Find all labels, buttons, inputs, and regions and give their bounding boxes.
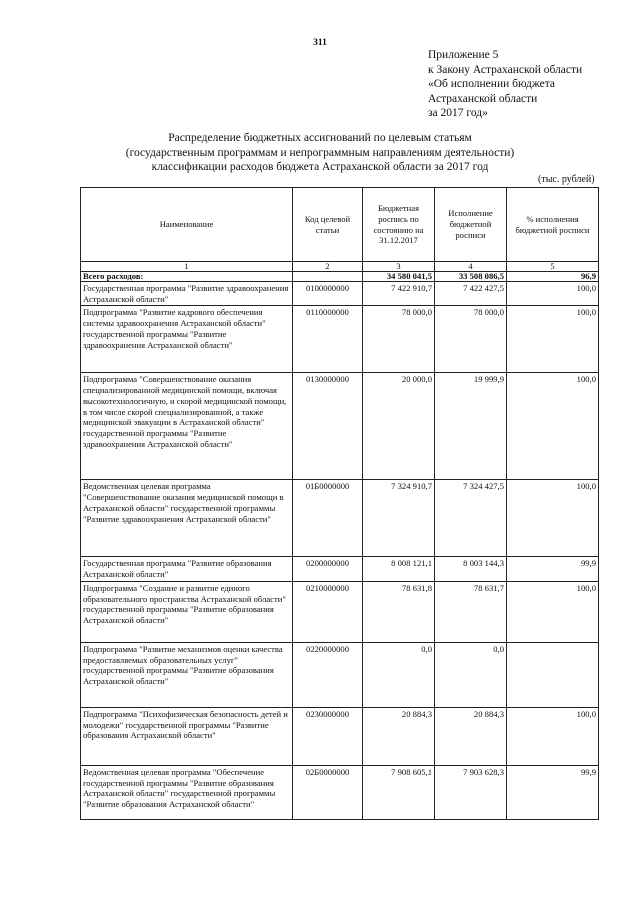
- row-executed: 19 999,9: [435, 373, 507, 480]
- row-executed: 78 631,7: [435, 581, 507, 642]
- row-planned: 7 422 910,7: [363, 282, 435, 306]
- column-number: 4: [435, 262, 507, 272]
- table-row: [81, 581, 599, 642]
- row-planned: 78 000,0: [363, 306, 435, 373]
- row-percent: 100,0: [507, 282, 599, 306]
- table-row: [81, 642, 599, 707]
- title-line: классификации расходов бюджета Астраханской области за 2017 год: [151, 161, 489, 173]
- row-code: 02Б0000000: [293, 765, 363, 819]
- page-number: 311: [313, 38, 327, 48]
- row-planned: 20 000,0: [363, 373, 435, 480]
- row-executed: 7 422 427,5: [435, 282, 507, 306]
- row-planned: 20 884,3: [363, 707, 435, 765]
- table-row: [81, 282, 599, 306]
- row-code: 0220000000: [293, 642, 363, 707]
- row-planned: 78 631,8: [363, 581, 435, 642]
- column-number: 2: [293, 262, 363, 272]
- table-row: [81, 373, 599, 480]
- table-header-row: [81, 188, 599, 262]
- row-percent: 100,0: [507, 581, 599, 642]
- row-code: 01Б0000000: [293, 480, 363, 557]
- column-number: 1: [81, 262, 293, 272]
- row-name: Ведомственная целевая программа "Обеспечение государственной программы "Развитие образования Астраханской области" государственной программы "Развитие образования Астраханской области": [81, 765, 293, 819]
- row-name: Государственная программа "Развитие образования Астраханской области": [81, 557, 293, 581]
- row-code: 0200000000: [293, 557, 363, 581]
- row-percent: 100,0: [507, 480, 599, 557]
- header-percent: % исполнения бюджетной росписи: [507, 188, 599, 262]
- appendix-line: «Об исполнении бюджета: [428, 78, 556, 90]
- row-percent: 99,9: [507, 765, 599, 819]
- appendix-header: [428, 48, 582, 121]
- row-percent: 100,0: [507, 707, 599, 765]
- row-planned: 8 008 121,1: [363, 557, 435, 581]
- column-numbers-row: [81, 262, 599, 272]
- row-code: 0230000000: [293, 707, 363, 765]
- row-executed: 78 000,0: [435, 306, 507, 373]
- row-percent: 100,0: [507, 306, 599, 373]
- column-number: 3: [363, 262, 435, 272]
- row-executed: 20 884,3: [435, 707, 507, 765]
- header-name: Наименование: [81, 188, 293, 262]
- row-percent: [507, 642, 599, 707]
- appendix-line: к Закону Астраханской области: [428, 63, 583, 76]
- row-executed: 8 003 144,3: [435, 557, 507, 581]
- budget-table: [80, 187, 599, 820]
- row-executed: 7 324 427,5: [435, 480, 507, 557]
- total-name: Всего расходов:: [81, 272, 293, 282]
- title-line: (государственным программам и непрограммным направлениям деятельности): [125, 146, 515, 159]
- total-executed: 33 508 086,5: [435, 272, 507, 282]
- header-planned: Бюджетная роспись по состоянию на 31.12.2017: [363, 188, 435, 262]
- row-executed: 7 903 628,3: [435, 765, 507, 819]
- row-planned: 0,0: [363, 642, 435, 707]
- row-name: Подпрограмма "Развитие кадрового обеспечения системы здравоохранения Астраханской области" государственной программы "Развитие здравоохранения Астраханской области": [81, 306, 293, 373]
- row-code: 0130000000: [293, 373, 363, 480]
- row-planned: 7 324 910,7: [363, 480, 435, 557]
- row-name: Подпрограмма "Совершенствование оказания специализированной медицинской помощи, включая высокотехнологичную, и скорой медицинской помощи, в том числе скорой специализированной, а также медицинской эвакуации в Астраханской области" государственной программы "Развитие здравоохранения Астраханской области": [81, 373, 293, 480]
- row-code: 0100000000: [293, 282, 363, 306]
- column-number: 5: [507, 262, 599, 272]
- appendix-line: Астраханской области: [428, 92, 538, 105]
- table-row: [81, 306, 599, 373]
- row-executed: 0,0: [435, 642, 507, 707]
- row-name: Государственная программа "Развитие здравоохранения Астраханской области": [81, 282, 293, 306]
- total-row: [81, 272, 599, 282]
- header-code: Код целевой статьи: [293, 188, 363, 262]
- units-label: (тыс. рублей): [538, 174, 595, 185]
- table-row: [81, 765, 599, 819]
- row-percent: 99,9: [507, 557, 599, 581]
- title-line: Распределение бюджетных ассигнований по целевым статьям: [168, 132, 472, 144]
- appendix-line: за 2017 год»: [428, 107, 488, 119]
- header-executed: Исполнение бюджетной росписи: [435, 188, 507, 262]
- total-planned: 34 580 041,5: [363, 272, 435, 282]
- row-planned: 7 908 605,1: [363, 765, 435, 819]
- table-row: [81, 480, 599, 557]
- table-row: [81, 707, 599, 765]
- document-title: [0, 131, 640, 175]
- row-name: Подпрограмма "Создание и развитие единого образовательного пространства Астраханской области" государственной программы "Развитие образования Астраханской области": [81, 581, 293, 642]
- row-name: Подпрограмма "Развитие механизмов оценки качества предоставляемых образовательных услуг" государственной программы "Развитие образования Астраханской области": [81, 642, 293, 707]
- row-name: Ведомственная целевая программа "Совершенствование оказания медицинской помощи в Астраханской области" государственной программы "Развитие здравоохранения Астраханской области": [81, 480, 293, 557]
- row-name: Подпрограмма "Психофизическая безопасность детей и молодежи" государственной программы "Развитие образования Астраханской области": [81, 707, 293, 765]
- appendix-line: Приложение 5: [428, 49, 499, 61]
- total-code: [293, 272, 363, 282]
- row-percent: 100,0: [507, 373, 599, 480]
- row-code: 0210000000: [293, 581, 363, 642]
- table-row: [81, 557, 599, 581]
- row-code: 0110000000: [293, 306, 363, 373]
- total-percent: 96,9: [507, 272, 599, 282]
